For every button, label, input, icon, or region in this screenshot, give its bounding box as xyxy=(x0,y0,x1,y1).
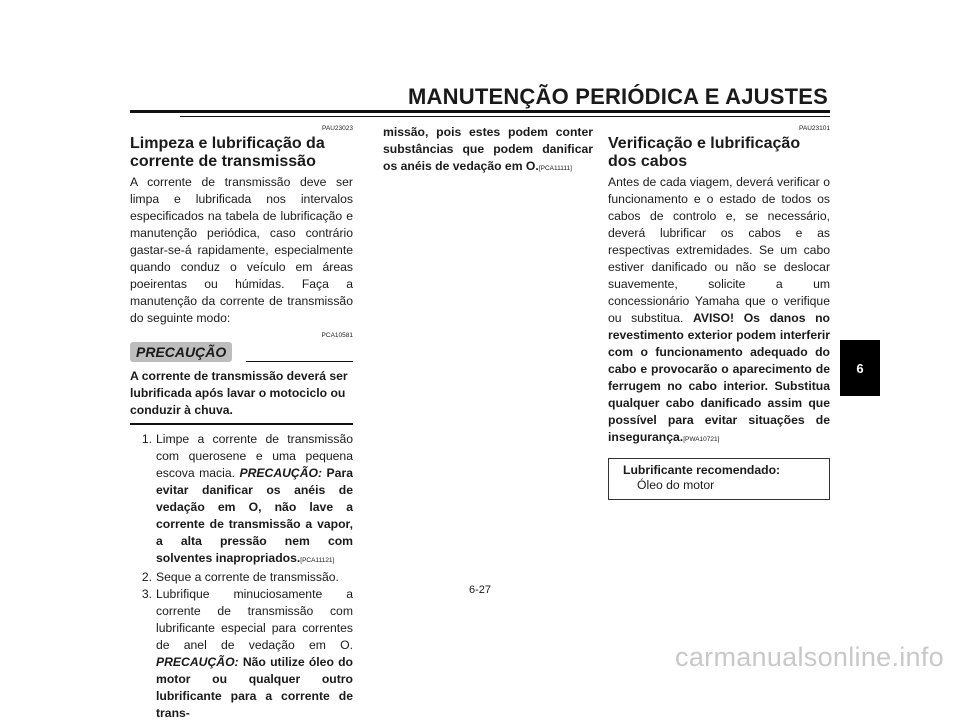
caution-header xyxy=(130,342,353,362)
page-header-title: MANUTENÇÃO PERIÓDICA E AJUSTES xyxy=(408,84,828,109)
continued-code: [PCA11111] xyxy=(538,165,572,172)
caution-rule xyxy=(246,361,353,363)
cables-warning: AVISO! Os danos no revestimento exterior podem interferir com o funcionamento adequado do cabo e provocarão o aparecimento de ferrugem no cabo interior. Substitua qualquer cabo danificado assim que possível para evitar situações de insegurança. xyxy=(608,311,830,444)
step-bold-text: Para evitar danificar os anéis de vedação em O, não lave a corrente de transmissão a vapor, a alta pressão nem com solventes inapropriados. xyxy=(156,465,353,565)
caution-text: A corrente de transmissão deverá ser lubrificada após lavar o motociclo ou conduzir à chuva. xyxy=(130,369,348,417)
section-heading-cables: Verificação e lubrificação dos cabos xyxy=(608,135,801,170)
step-code: [PCA11121] xyxy=(300,556,335,564)
page-number: 6-27 xyxy=(468,584,492,596)
caution-end-rule xyxy=(130,423,353,425)
cables-text: Antes de cada viagem, deverá verificar o funcionamento e o estado de todos os cabos de controlo e, se necessário, deverá lubrificar os cabos e as respectivas extremidades. Se um cabo estiver danificado ou não se deslocar suavemente, solicite a um concessionário Yamaha que o verifique ou substitua. xyxy=(608,175,830,325)
step-plain-text: Lubrifique minuciosamente a corrente de transmissão com lubrificante especial para correntes de anel de vedação em O. xyxy=(156,586,353,652)
list-item xyxy=(130,431,353,569)
lubricant-value: Óleo do motor xyxy=(637,478,715,492)
header-rule-thick xyxy=(130,110,830,113)
header-rule-thin xyxy=(180,116,830,117)
chain-intro-paragraph: A corrente de transmissão deve ser limpa e lubrificada nos intervalos especificados na tabela de lubrificação e manutenção periódica, caso contrário gastar-se-á rapidamente, especialmente quando conduz o veículo em áreas poeirentas ou húmidas. Faça a manutenção da corrente de transmissão do seguinte modo: xyxy=(130,175,353,325)
caution-code: PCA10581 xyxy=(321,332,353,339)
continued-bold-text: missão, pois estes podem conter substâncias que podem danificar os anéis de vedação em O. xyxy=(383,125,593,173)
step-continued-text xyxy=(383,124,593,177)
lubricant-box xyxy=(608,458,830,500)
step-caution-label: PRECAUÇÃO: xyxy=(156,654,239,669)
step-number: 2. xyxy=(141,569,152,584)
lubricant-label: Lubrificante recomendado: xyxy=(623,463,781,477)
step-number: 3. xyxy=(141,586,152,601)
step-number: 1. xyxy=(141,431,152,446)
section-code: PAU23023 xyxy=(322,125,353,132)
cables-paragraph xyxy=(608,174,830,448)
step-plain-text: Limpe a corrente de transmissão com querosene e uma pequena escova macia. xyxy=(156,431,353,480)
column-right xyxy=(608,124,830,500)
step-text xyxy=(156,586,353,722)
column-middle xyxy=(383,124,593,177)
list-item xyxy=(130,586,353,722)
list-item xyxy=(130,569,353,586)
step-caution-label: PRECAUÇÃO: xyxy=(239,465,323,480)
chain-steps-list xyxy=(130,431,353,722)
step-bold-text: Não utilize óleo do motor ou qualquer outro lubrificante para a corrente de trans- xyxy=(156,654,353,720)
watermark: carmanualsonline.info xyxy=(675,642,944,672)
section-code: PAU23101 xyxy=(799,125,830,132)
column-left xyxy=(130,124,353,722)
caution-label: PRECAUÇÃO xyxy=(130,342,232,362)
warning-code: [PWA10721] xyxy=(683,436,720,443)
chapter-tab: 6 xyxy=(840,340,880,396)
step-text: Seque a corrente de transmissão. xyxy=(156,569,339,584)
section-heading-chain: Limpeza e lubrificação da corrente de transmissão xyxy=(130,135,325,170)
step-text xyxy=(156,431,353,569)
